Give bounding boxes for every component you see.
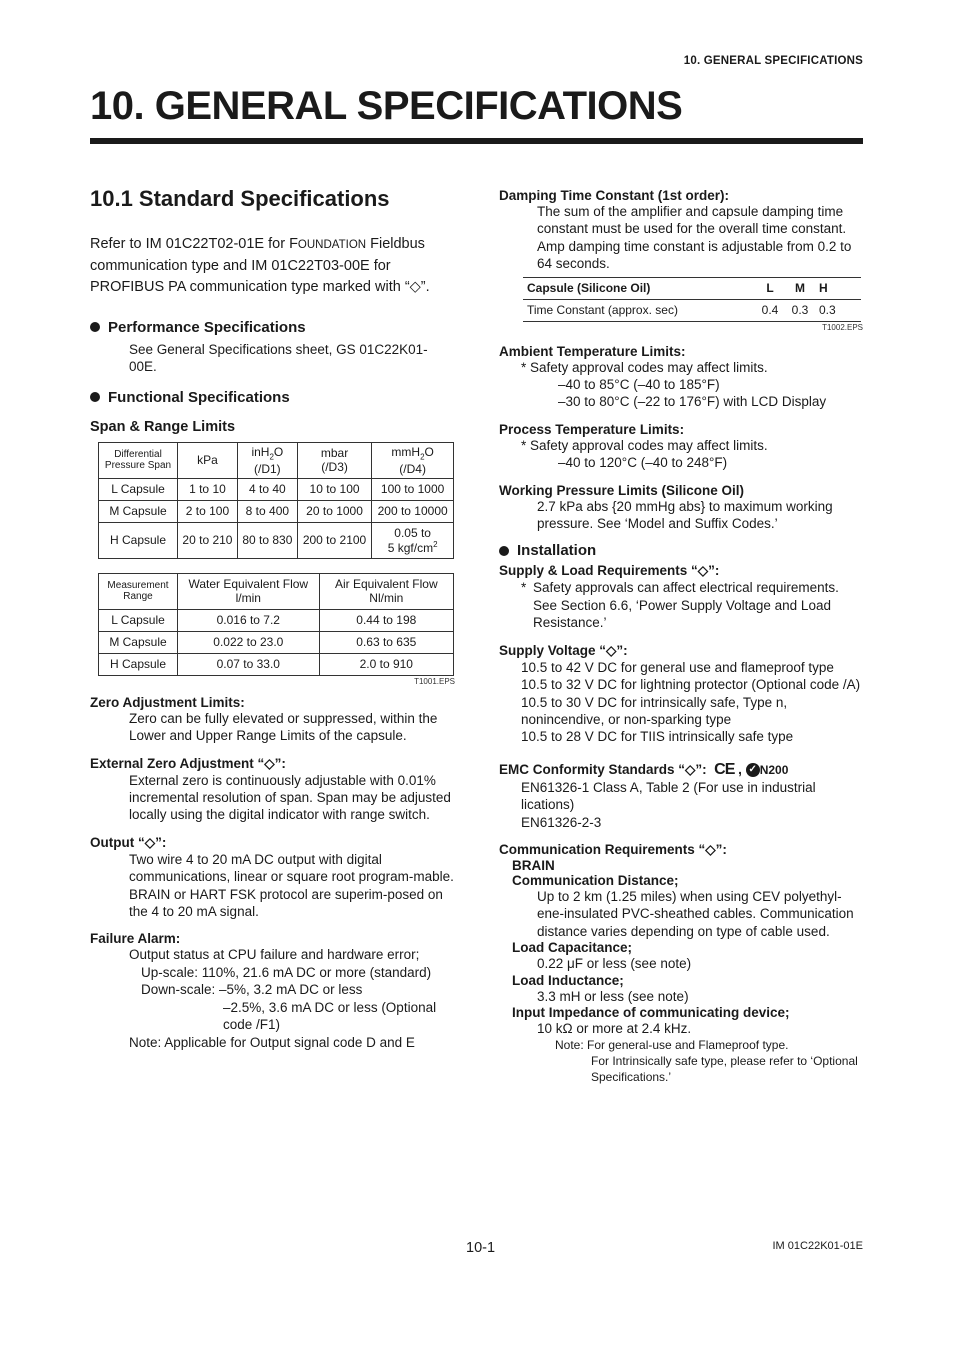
table-cell: 0.07 to 33.0 — [178, 653, 320, 675]
table-header: L — [766, 281, 774, 296]
table-cell: M Capsule — [99, 631, 178, 653]
table-cell: 0.4 — [761, 303, 779, 318]
table-cell: M Capsule — [99, 500, 178, 522]
table-cell: 100 to 1000 — [372, 478, 454, 500]
input-impedance-label: Input Impedance of communicating device; — [512, 1004, 790, 1020]
supply-load-text: * Safety approvals can affect electrical requirements. See Section 6.6, ‘Power Supply Voltage and Load Resistance.’ — [521, 580, 839, 631]
ambient-note: * Safety approval codes may affect limits. — [521, 359, 768, 375]
performance-heading: Performance Specifications — [90, 319, 455, 336]
zero-adjustment-label: Zero Adjustment Limits: — [90, 694, 245, 710]
output-label: Output “◇”: — [90, 834, 167, 850]
functional-heading: Functional Specifications — [90, 389, 455, 406]
table-cell: 0.05 to 5 kgf/$cm^2$ — [372, 522, 454, 558]
comm-label: Communication Requirements “◇”: — [499, 841, 727, 857]
table-header: M — [795, 281, 805, 296]
comm-distance-text: Up to 2 km (1.25 miles) when using CEV polyethyl-ene-insulated PVC-sheathed cables. Communication distance varies depending on type of cable used. — [537, 888, 854, 939]
bullet-icon — [90, 322, 100, 332]
comm-note: Note: For general-use and Flameproof type. — [555, 1038, 789, 1053]
damping-label: Damping Time Constant (1st order): — [499, 188, 730, 203]
table-cell: 1 to 10 — [178, 478, 238, 500]
performance-text: See General Specifications sheet, GS 01C22K01-00E. — [129, 342, 428, 375]
span-table — [98, 442, 454, 559]
load-inductance-label: Load Inductance; — [512, 972, 624, 988]
process-range: –40 to 120°C (–40 to 248°F) — [558, 455, 728, 471]
ambient-range: –40 to 85°C (–40 to 185°F) — [558, 377, 720, 393]
table-cell: 0.3 — [819, 303, 836, 318]
table-header: mmH$_2$O (/D4) — [372, 442, 454, 478]
table-cell: 2 to 100 — [178, 500, 238, 522]
span-range-heading: Span & Range Limits — [90, 418, 236, 435]
failure-line: –2.5%, 3.6 mA DC or less (Optional code /F1) — [223, 999, 437, 1033]
table-cell: 20 to 210 — [178, 522, 238, 558]
output-text: Two wire 4 to 20 mA DC output with digital communications, linear or square root program-mable. BRAIN or HART FSK protocol are superim-posed on the 4 to 20 mA signal. — [129, 851, 454, 920]
supply-voltage-label: Supply Voltage “◇”: — [499, 642, 628, 658]
ctick-mark-icon: ✓ — [746, 763, 760, 777]
table-header: Differential Pressure Span — [99, 442, 178, 478]
supply-voltage-line: 10.5 to 42 V DC for general use and flameproof type — [521, 659, 834, 675]
load-capacitance-text: 0.22 μF or less (see note) — [537, 956, 692, 972]
comm-brain: BRAIN — [512, 857, 555, 873]
table-cell: L Capsule — [99, 609, 178, 631]
working-pressure-label: Working Pressure Limits (Silicone Oil) — [499, 482, 745, 498]
table-header: Water Equivalent Flow l/min — [178, 573, 320, 609]
running-header: 10. GENERAL SPECIFICATIONS — [683, 55, 863, 67]
bullet-icon — [499, 546, 509, 556]
process-label: Process Temperature Limits: — [499, 421, 685, 437]
section-title: 10.1 Standard Specifications — [90, 186, 390, 211]
table-header: Air Equivalent Flow Nl/min — [319, 573, 453, 609]
table-cell: H Capsule — [99, 522, 178, 558]
table-cell: 4 to 40 — [237, 478, 297, 500]
external-zero-label: External Zero Adjustment “◇”: — [90, 755, 286, 771]
chapter-title: 10. GENERAL SPECIFICATIONS — [90, 84, 683, 128]
comm-distance-label: Communication Distance; — [512, 872, 679, 888]
flow-table — [98, 573, 454, 676]
table-header: Measurement Range — [99, 573, 178, 609]
table-cell: 80 to 830 — [237, 522, 297, 558]
table-header: Capsule (Silicone Oil) — [527, 281, 651, 296]
damping-text: The sum of the amplifier and capsule damping time constant must be used for the overall time constant. Amp damping time constant is adjustable from 0.2 to 64 seconds. — [537, 204, 852, 272]
section-intro: Refer to IM 01C22T02-01E for FOUNDATION Fieldbus communication type and IM 01C22T03-00E for PROFIBUS PA communication type marked with “◇”. — [90, 236, 430, 295]
table-header: mbar (/D3) — [297, 442, 371, 478]
process-note: * Safety approval codes may affect limits. — [521, 437, 768, 453]
bullet-icon — [90, 392, 100, 402]
table-cell: Time Constant (approx. sec) — [527, 303, 678, 318]
ambient-label: Ambient Temperature Limits: — [499, 343, 686, 359]
installation-heading: Installation — [499, 542, 865, 559]
table-id: T1002.EPS — [822, 322, 863, 332]
external-zero-text: External zero is continuously adjustable with 0.01% incremental resolution of span. Span may be adjusted locally using the digital indicator with range switch. — [129, 772, 451, 823]
table-cell: 8 to 400 — [237, 500, 297, 522]
table-id: T1001.EPS — [414, 676, 455, 686]
table-header: kPa — [178, 442, 238, 478]
table-cell: H Capsule — [99, 653, 178, 675]
supply-voltage-line: 10.5 to 28 V DC for TIIS intrinsically safe type — [521, 729, 794, 745]
comm-note: For Intrinsically safe type, please refer to ‘Optional Specifications.’ — [591, 1054, 858, 1085]
table-cell: 0.63 to 635 — [319, 631, 453, 653]
emc-line: EN61326-1 Class A, Table 2 (For use in industrial lications) — [521, 779, 816, 813]
table-cell: 10 to 100 — [297, 478, 371, 500]
zero-adjustment-text: Zero can be fully elevated or suppressed, within the Lower and Upper Range Limits of the capsule. — [129, 710, 438, 744]
table-cell: 0.016 to 7.2 — [178, 609, 320, 631]
failure-line: Down-scale: –5%, 3.2 mA DC or less — [141, 982, 363, 998]
supply-load-label: Supply & Load Requirements “◇”: — [499, 563, 720, 579]
emc-label: EMC Conformity Standards “◇”: CE , ✓ N200 — [499, 760, 789, 778]
table-cell: 200 to 2100 — [297, 522, 371, 558]
page-number: 10-1 — [466, 1240, 496, 1256]
document-id: IM 01C22K01-01E — [772, 1240, 863, 1252]
working-pressure-text: 2.7 kPa abs {20 mmHg abs} to maximum working pressure. See ‘Model and Suffix Codes.’ — [537, 498, 833, 532]
table-cell: 2.0 to 910 — [319, 653, 453, 675]
right-column — [499, 188, 865, 1085]
load-capacitance-label: Load Capacitance; — [512, 940, 633, 956]
table-header: H — [819, 281, 828, 296]
table-cell: 0.022 to 23.0 — [178, 631, 320, 653]
supply-voltage-line: 10.5 to 30 V DC for intrinsically safe, Type n, nonincendive, or non-sparking type — [521, 694, 788, 727]
left-column — [90, 186, 455, 1051]
title-rule — [90, 138, 863, 144]
emc-line: EN61326-2-3 — [521, 814, 602, 830]
damping-table — [523, 277, 861, 322]
failure-note: Note: Applicable for Output signal code D and E — [129, 1034, 415, 1050]
ambient-range: –30 to 80°C (–22 to 176°F) with LCD Display — [558, 394, 827, 410]
ce-mark-icon: CE — [714, 760, 735, 778]
table-cell: 200 to 10000 — [372, 500, 454, 522]
failure-alarm-label: Failure Alarm: — [90, 931, 181, 947]
table-header: inH$_2$O (/D1) — [237, 442, 297, 478]
input-impedance-text: 10 kΩ or more at 2.4 kHz. — [537, 1020, 692, 1036]
failure-line: Up-scale: 110%, 21.6 mA DC or more (standard) — [141, 964, 432, 980]
table-cell: L Capsule — [99, 478, 178, 500]
supply-voltage-line: 10.5 to 32 V DC for lightning protector (Optional code /A) — [521, 677, 861, 693]
table-cell: 0.3 — [791, 303, 809, 318]
table-cell: 0.44 to 198 — [319, 609, 453, 631]
table-cell: 20 to 1000 — [297, 500, 371, 522]
load-inductance-text: 3.3 mH or less (see note) — [537, 988, 689, 1004]
failure-line: Output status at CPU failure and hardware error; — [129, 947, 420, 963]
